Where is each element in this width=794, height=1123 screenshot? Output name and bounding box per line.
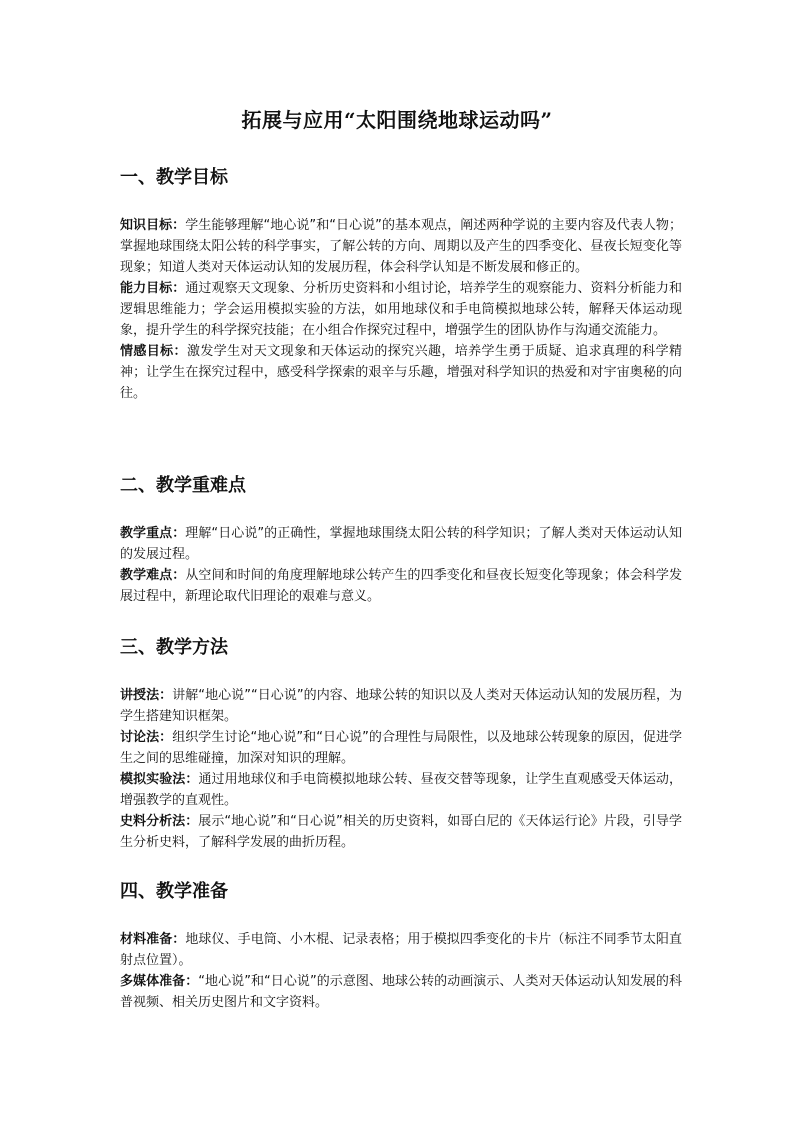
paragraph-emotion-objective xyxy=(120,341,682,404)
paragraph-text: 从空间和时间的角度理解地球公转产生的四季变化和昼夜长短变化等现象；体会科学发展过程中，新理论取代旧理论的艰难与意义。 xyxy=(120,568,682,604)
section-teaching-methods xyxy=(120,636,682,660)
paragraph-difficult-point xyxy=(120,565,682,607)
section-body xyxy=(120,523,682,607)
paragraph-label: 知识目标： xyxy=(120,218,186,233)
section-teaching-objectives xyxy=(120,166,682,190)
paragraph-historical-analysis-method xyxy=(120,811,682,853)
paragraph-material-preparation xyxy=(120,929,682,971)
paragraph-text: 激发学生对天文现象和天体运动的探究兴趣，培养学生勇于质疑、追求真理的科学精神；让学生在探究过程中，感受科学探索的艰辛与乐趣，增强对科学知识的热爱和对宇宙奥秘的向往。 xyxy=(120,344,682,401)
paragraph-label: 讨论法： xyxy=(120,730,173,745)
paragraph-label: 教学难点： xyxy=(120,568,186,583)
paragraph-label: 讲授法： xyxy=(120,688,173,703)
paragraph-text: “地心说”和“日心说”的示意图、地球公转的动画演示、人类对天体运动认知发展的科普视频、相关历史图片和文字资料。 xyxy=(120,974,682,1010)
paragraph-knowledge-objective xyxy=(120,215,682,278)
section-body xyxy=(120,929,682,1013)
section-heading: 四、教学准备 xyxy=(120,881,228,902)
paragraph-multimedia-preparation xyxy=(120,971,682,1013)
section-heading: 三、教学方法 xyxy=(120,637,228,658)
paragraph-text: 组织学生讨论“地心说”和“日心说”的合理性与局限性，以及地球公转现象的原因，促进学生之间的思维碰撞，加深对知识的理解。 xyxy=(120,730,682,766)
paragraph-discussion-method xyxy=(120,727,682,769)
paragraph-label: 史料分析法： xyxy=(120,814,199,829)
paragraph-label: 情感目标： xyxy=(120,344,187,359)
paragraph-text: 地球仪、手电筒、小木棍、记录表格；用于模拟四季变化的卡片（标注不同季节太阳直射点位置）。 xyxy=(120,932,682,968)
section-heading: 一、教学目标 xyxy=(120,167,228,188)
paragraph-label: 模拟实验法： xyxy=(120,772,199,787)
section-key-difficult-points xyxy=(120,474,682,498)
paragraph-ability-objective xyxy=(120,278,682,341)
section-body xyxy=(120,685,682,853)
paragraph-label: 能力目标： xyxy=(120,281,186,296)
document-title: 拓展与应用“太阳围绕地球运动吗” xyxy=(241,108,553,132)
paragraph-text: 理解“日心说”的正确性，掌握地球围绕太阳公转的科学知识；了解人类对天体运动认知的发展过程。 xyxy=(120,526,682,562)
paragraph-key-point xyxy=(120,523,682,565)
section-body xyxy=(120,215,682,404)
paragraph-label: 材料准备： xyxy=(120,932,186,947)
paragraph-simulation-method xyxy=(120,769,682,811)
section-teaching-preparation xyxy=(120,880,682,904)
paragraph-lecture-method xyxy=(120,685,682,727)
paragraph-text: 讲解“地心说”“日心说”的内容、地球公转的知识以及人类对天体运动认知的发展历程，为学生搭建知识框架。 xyxy=(120,688,682,724)
paragraph-text: 展示“地心说”和“日心说”相关的历史资料，如哥白尼的《天体运行论》片段，引导学生分析史料，了解科学发展的曲折历程。 xyxy=(120,814,682,850)
paragraph-text: 通过用地球仪和手电筒模拟地球公转、昼夜交替等现象，让学生直观感受天体运动，增强教学的直观性。 xyxy=(120,772,682,808)
paragraph-text: 学生能够理解“地心说”和“日心说”的基本观点，阐述两种学说的主要内容及代表人物；掌握地球围绕太阳公转的科学事实，了解公转的方向、周期以及产生的四季变化、昼夜长短变化等现象；知道人类对天体运动认知的发展历程，体会科学认知是不断发展和修正的。 xyxy=(120,218,682,275)
paragraph-label: 多媒体准备： xyxy=(120,974,199,989)
paragraph-label: 教学重点： xyxy=(120,526,186,541)
section-heading: 二、教学重难点 xyxy=(120,475,246,496)
paragraph-text: 通过观察天文现象、分析历史资料和小组讨论，培养学生的观察能力、资料分析能力和逻辑思维能力；学会运用模拟实验的方法，如用地球仪和手电筒模拟地球公转，解释天体运动现象，提升学生的科学探究技能；在小组合作探究过程中，增强学生的团队协作与沟通交流能力。 xyxy=(120,281,682,338)
